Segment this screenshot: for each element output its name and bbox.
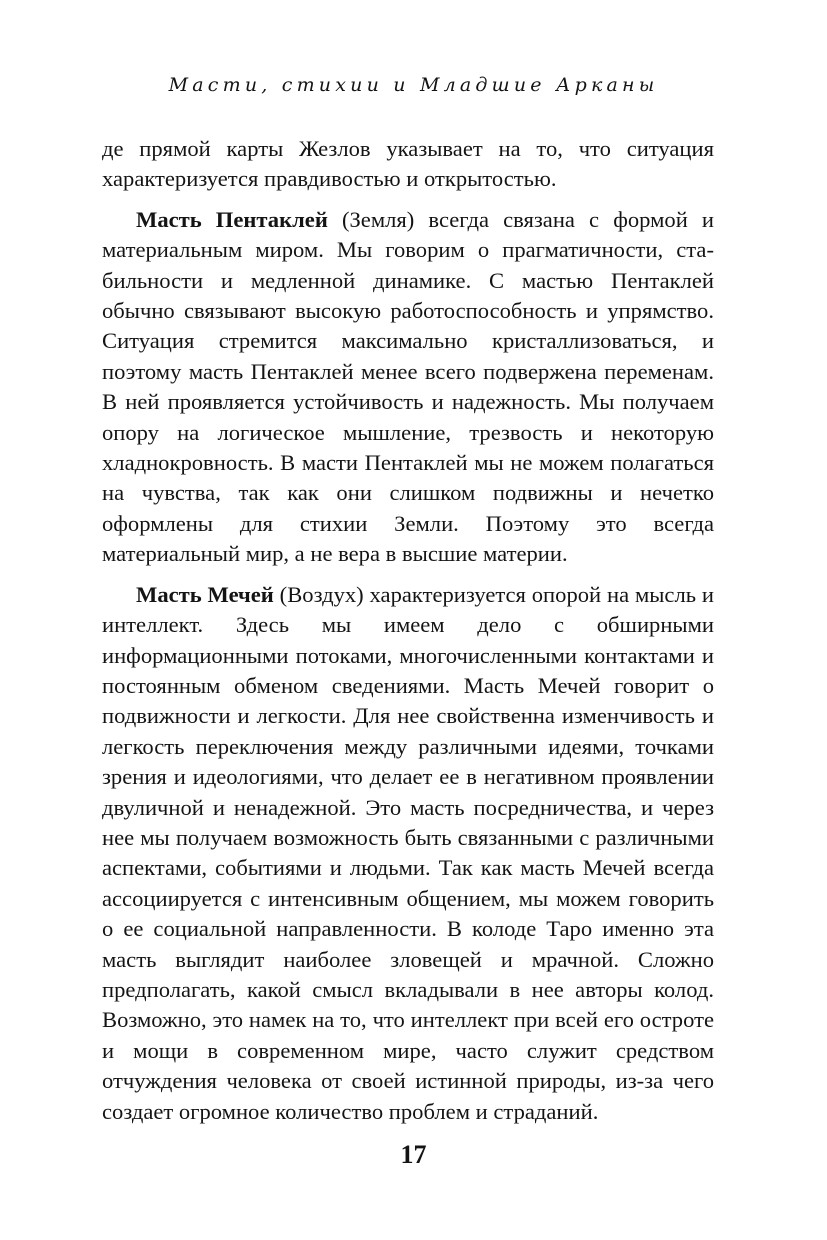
paragraph-text: (Воздух) характеризуется опорой на мысль и интеллект. Здесь мы имеем дело с обширными информационными потоками, многочисленными контактами и постоянным обменом сведениями. Масть Мечей говорит о подвижности и легкости. Для нее свойственна изменчивость и легкость переключения между различными идеями, точками зрения и идеологиями, что делает ее в негативном проявлении двуличной и ненадежной. Это масть посредничества, и через нее мы получаем возможность быть связанными с различными аспектами, событиями и людьми. Так как масть Мечей всегда ассоциируется с интенсивным общением, мы можем говорить о ее социальной направленности. В колоде Таро именно эта масть выглядит наиболее зловещей и мрачной. Сложно предполагать, какой смысл вкладывали в нее авторы колод. Возможно, это намек на то, что интеллект при всей его остроте и мощи в современном мире, часто служит средством отчуждения человека от своей истинной природы, из-за чего создает огромное количество проблем и страданий. [102,581,714,1124]
paragraph-pentacles [102,205,714,570]
paragraph-continuation [102,134,714,195]
paragraph-text: (Земля) всегда связана с формой и материальным миром. Мы говорим о прагматичности, стабильности и медленной динамике. С мастью Пентаклей обычно связывают высокую работоспособность и упрямство. Ситуация стремится максимально кристаллизоваться, и поэтому масть Пентаклей менее всего подвержена переменам. В ней проявляется устойчивость и надежность. Мы получаем опору на логическое мышление, трезвость и некоторую хладнокровность. В масти Пентаклей мы не можем полагаться на чувства, так как они слишком подвижны и нечетко оформлены для стихии Земли. Поэтому это всегда материальный мир, а не вера в высшие материи. [102,206,714,567]
body-text [102,134,714,1127]
page-number: 17 [400,1140,427,1169]
paragraph-lead: Масть Мечей [136,581,274,607]
paragraph-lead: Масть Пентаклей [136,206,328,232]
paragraph-swords [102,580,714,1127]
running-head: Масти, стихии и Младшие Арканы [168,74,659,96]
paragraph-text: де прямой карты Жезлов указывает на то, что ситуация характеризуется правдивостью и открытостью. [102,136,714,192]
